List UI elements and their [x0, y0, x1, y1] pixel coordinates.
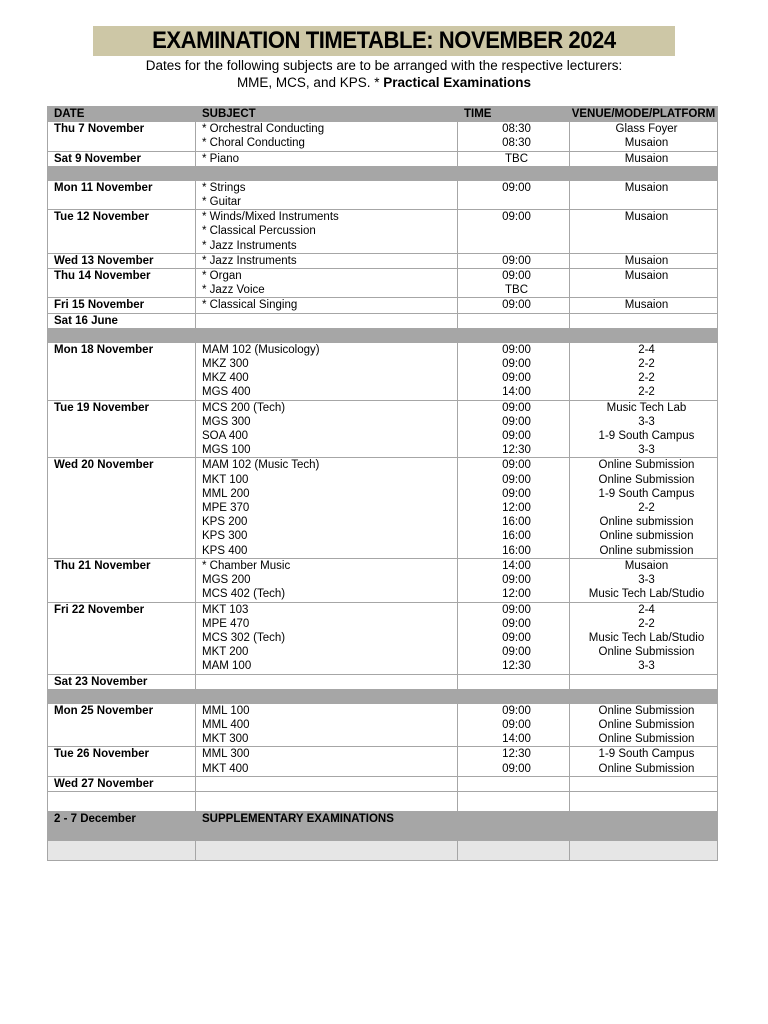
subject-cell	[196, 151, 458, 166]
venues-line: 3-3	[638, 660, 655, 673]
times-line: 09:00	[502, 430, 531, 443]
venue-cell	[570, 674, 718, 689]
date-cell: Wed 13 November	[48, 253, 196, 268]
separator-cell	[458, 689, 570, 703]
subjects-line: MKT 400	[202, 762, 249, 775]
times-line: 09:00	[502, 718, 531, 731]
subjects-line: * Strings	[202, 181, 246, 194]
subjects-line: * Piano	[202, 152, 240, 165]
date-cell: Wed 27 November	[48, 776, 196, 791]
subject-cell	[196, 342, 458, 400]
separator-cell	[196, 166, 458, 180]
table-row	[48, 313, 718, 328]
subtitle-line-2-text: MME, MCS, and KPS. *	[236, 75, 384, 90]
times-line: 09:00	[502, 211, 531, 224]
table-row	[48, 458, 718, 558]
subjects-line: MCS 200 (Tech)	[202, 401, 286, 414]
venue-cell	[570, 558, 718, 602]
footer-row	[48, 840, 718, 860]
subjects-line: MGS 100	[202, 444, 251, 457]
table-row	[48, 400, 718, 458]
subject-cell	[196, 298, 458, 313]
times-line: 09:00	[502, 631, 531, 644]
times-line: 09:00	[502, 603, 531, 616]
subjects-line: * Jazz Instruments	[202, 254, 297, 267]
venues-line: Musaion	[624, 152, 669, 165]
subjects-line: MKT 103	[202, 603, 249, 616]
table-row	[48, 298, 718, 313]
venue-cell	[570, 458, 718, 558]
footer-cell	[570, 840, 718, 860]
subject-cell	[196, 269, 458, 298]
supplementary-label: SUPPLEMENTARY EXAMINATIONS	[196, 811, 458, 840]
times-line: TBC	[505, 152, 528, 165]
supplementary-venue	[570, 811, 718, 840]
times-line: 16:00	[502, 530, 531, 543]
subjects-line: MAM 102 (Musicology)	[202, 343, 320, 356]
venues-line: 3-3	[638, 444, 655, 457]
venues-line: Online Submission	[598, 733, 695, 746]
time-cell	[458, 458, 570, 558]
venue-cell	[570, 151, 718, 166]
subjects-line: KPS 400	[202, 544, 248, 557]
time-cell	[458, 298, 570, 313]
venues-line: Musaion	[624, 211, 669, 224]
subjects-line: * Winds/Mixed Instruments	[202, 211, 339, 224]
times-line: 09:00	[502, 343, 531, 356]
subjects-line: MPE 370	[202, 502, 250, 515]
venues-line: 2-2	[638, 617, 655, 630]
subjects-line: MCS 402 (Tech)	[202, 588, 286, 601]
table-row	[48, 602, 718, 674]
subject-cell	[196, 776, 458, 791]
supplementary-date: 2 - 7 December	[48, 811, 196, 840]
subject-cell	[196, 458, 458, 558]
venue-cell	[570, 253, 718, 268]
venues-line: 2-2	[638, 358, 655, 371]
time-cell	[458, 313, 570, 328]
footer-cell	[458, 840, 570, 860]
subjects-line: * Classical Percussion	[202, 225, 316, 238]
date-cell: Wed 20 November	[48, 458, 196, 558]
subjects-line: SOA 400	[202, 430, 249, 443]
footer-cell	[48, 840, 196, 860]
date-cell: Mon 11 November	[48, 180, 196, 209]
subjects-line: MKT 200	[202, 646, 249, 659]
venues-line: Musaion	[624, 137, 669, 150]
venues-line: Online Submission	[598, 473, 695, 486]
subject-cell	[196, 180, 458, 209]
subject-cell	[196, 400, 458, 458]
header-subject: SUBJECT	[196, 107, 458, 122]
title-banner	[93, 26, 675, 56]
subjects-line: MML 200	[202, 487, 250, 500]
table-row	[48, 122, 718, 151]
times-line: 12:30	[502, 660, 531, 673]
venues-line: 2-4	[638, 603, 655, 616]
table-row	[48, 558, 718, 602]
times-line: 09:00	[502, 372, 531, 385]
venues-line: Online Submission	[598, 762, 695, 775]
venue-cell	[570, 400, 718, 458]
subjects-line: MML 100	[202, 704, 250, 717]
venues-line: Musaion	[624, 559, 669, 572]
time-cell	[458, 253, 570, 268]
venue-cell	[570, 776, 718, 791]
header-date: DATE	[48, 107, 196, 122]
subject-cell	[196, 313, 458, 328]
separator-cell	[196, 689, 458, 703]
table-row	[48, 342, 718, 400]
subtitle-line-1: Dates for the following subjects are to be arranged with the respective lecturers:	[145, 58, 623, 73]
subjects-line: MKZ 300	[202, 358, 249, 371]
subject-cell	[196, 122, 458, 151]
separator-cell	[458, 328, 570, 342]
time-cell	[458, 180, 570, 209]
venue-cell	[570, 210, 718, 254]
times-line: TBC	[505, 284, 528, 297]
venue-cell	[570, 313, 718, 328]
times-line: 09:00	[502, 473, 531, 486]
subjects-line: MAM 100	[202, 660, 252, 673]
venues-line: Glass Foyer	[615, 123, 678, 136]
venues-line: 2-2	[638, 502, 655, 515]
date-cell: Mon 18 November	[48, 342, 196, 400]
venues-line: Musaion	[624, 254, 669, 267]
venues-line: 2-2	[638, 372, 655, 385]
time-cell	[458, 703, 570, 747]
separator-cell	[48, 689, 196, 703]
table-row	[48, 180, 718, 209]
date-cell: Thu 21 November	[48, 558, 196, 602]
venues-line: Online Submission	[598, 704, 695, 717]
subjects-line: MPE 470	[202, 617, 250, 630]
venues-line: 1-9 South Campus	[598, 487, 695, 500]
separator-cell	[196, 328, 458, 342]
subjects-line: MKT 100	[202, 473, 249, 486]
blank-row	[48, 791, 718, 811]
times-line: 16:00	[502, 516, 531, 529]
separator-row	[48, 328, 718, 342]
time-cell	[458, 776, 570, 791]
times-line: 14:00	[502, 386, 531, 399]
separator-cell	[458, 166, 570, 180]
subjects-line: MML 300	[202, 748, 250, 761]
times-line: 09:00	[502, 704, 531, 717]
subjects-line: * Organ	[202, 270, 242, 283]
table-row	[48, 253, 718, 268]
time-cell	[458, 269, 570, 298]
subjects-line: KPS 300	[202, 530, 248, 543]
venues-line: Online Submission	[598, 459, 695, 472]
times-line: 08:30	[502, 137, 531, 150]
venue-cell	[570, 269, 718, 298]
times-line: 09:00	[502, 270, 531, 283]
times-line: 09:00	[502, 401, 531, 414]
venues-line: 2-2	[638, 386, 655, 399]
times-line: 09:00	[502, 487, 531, 500]
subjects-line: * Choral Conducting	[202, 137, 305, 150]
venues-line: Musaion	[624, 299, 669, 312]
subjects-line: MKZ 400	[202, 372, 249, 385]
subject-cell	[196, 674, 458, 689]
blank-cell	[570, 791, 718, 811]
subjects-line: MCS 302 (Tech)	[202, 631, 286, 644]
times-line: 09:00	[502, 574, 531, 587]
blank-cell	[196, 791, 458, 811]
times-line: 09:00	[502, 646, 531, 659]
subjects-line: MGS 200	[202, 574, 251, 587]
blank-cell	[458, 791, 570, 811]
times-line: 16:00	[502, 544, 531, 557]
times-line: 12:00	[502, 502, 531, 515]
venues-line: Music Tech Lab	[606, 401, 687, 414]
times-line: 12:30	[502, 444, 531, 457]
date-cell: Sat 9 November	[48, 151, 196, 166]
page-title: EXAMINATION TIMETABLE: NOVEMBER 2024	[152, 27, 616, 54]
time-cell	[458, 151, 570, 166]
venue-cell	[570, 703, 718, 747]
table-row	[48, 674, 718, 689]
venue-cell	[570, 180, 718, 209]
venues-line: 2-4	[638, 343, 655, 356]
venues-line: 3-3	[638, 415, 655, 428]
subjects-line: MGS 400	[202, 386, 251, 399]
footer-cell	[196, 840, 458, 860]
times-line: 09:00	[502, 415, 531, 428]
date-cell: Sat 16 June	[48, 313, 196, 328]
subjects-line: * Guitar	[202, 196, 241, 209]
date-cell: Fri 15 November	[48, 298, 196, 313]
times-line: 09:00	[502, 254, 531, 267]
separator-cell	[48, 328, 196, 342]
subject-cell	[196, 253, 458, 268]
subject-cell	[196, 747, 458, 776]
table-row	[48, 269, 718, 298]
table-row	[48, 747, 718, 776]
table-header-row	[48, 107, 718, 122]
subjects-line: * Jazz Voice	[202, 284, 265, 297]
header-time: TIME	[458, 107, 570, 122]
date-cell: Sat 23 November	[48, 674, 196, 689]
venues-line: Musaion	[624, 181, 669, 194]
venues-line: 1-9 South Campus	[598, 430, 695, 443]
time-cell	[458, 747, 570, 776]
blank-cell	[48, 791, 196, 811]
time-cell	[458, 602, 570, 674]
venues-line: Online submission	[599, 516, 694, 529]
date-cell: Tue 26 November	[48, 747, 196, 776]
venues-line: Online submission	[599, 530, 694, 543]
time-cell	[458, 122, 570, 151]
venues-line: Online Submission	[598, 646, 695, 659]
table-row	[48, 210, 718, 254]
table-body	[48, 122, 718, 861]
date-cell: Tue 12 November	[48, 210, 196, 254]
venues-line: Music Tech Lab/Studio	[588, 588, 705, 601]
venue-cell	[570, 602, 718, 674]
times-line: 12:30	[502, 748, 531, 761]
table-row	[48, 776, 718, 791]
date-cell: Tue 19 November	[48, 400, 196, 458]
venue-cell	[570, 342, 718, 400]
times-line: 14:00	[502, 733, 531, 746]
times-line: 09:00	[502, 299, 531, 312]
practical-note: Practical Examinations	[383, 75, 532, 90]
times-line: 12:00	[502, 588, 531, 601]
subjects-line: * Classical Singing	[202, 299, 298, 312]
venues-line: 3-3	[638, 574, 655, 587]
time-cell	[458, 210, 570, 254]
venue-cell	[570, 747, 718, 776]
separator-cell	[48, 166, 196, 180]
venue-cell	[570, 122, 718, 151]
subjects-line: * Chamber Music	[202, 559, 291, 572]
exam-timetable	[47, 106, 718, 861]
subjects-line: MAM 102 (Music Tech)	[202, 459, 320, 472]
separator-cell	[570, 166, 718, 180]
times-line: 09:00	[502, 358, 531, 371]
subjects-line: * Jazz Instruments	[202, 239, 297, 252]
header-venue: VENUE/MODE/PLATFORM	[570, 107, 718, 122]
subjects-line: MML 400	[202, 718, 250, 731]
venues-line: Online submission	[599, 544, 694, 557]
venues-line: Musaion	[624, 270, 669, 283]
times-line: 14:00	[502, 559, 531, 572]
times-line: 09:00	[502, 762, 531, 775]
separator-cell	[570, 689, 718, 703]
times-line: 09:00	[502, 459, 531, 472]
venue-cell	[570, 298, 718, 313]
supplementary-time	[458, 811, 570, 840]
date-cell: Thu 14 November	[48, 269, 196, 298]
subject-cell	[196, 602, 458, 674]
subject-cell	[196, 558, 458, 602]
venues-line: Music Tech Lab/Studio	[588, 631, 705, 644]
times-line: 09:00	[502, 617, 531, 630]
time-cell	[458, 400, 570, 458]
table-row	[48, 703, 718, 747]
venues-line: Online Submission	[598, 718, 695, 731]
separator-row	[48, 166, 718, 180]
time-cell	[458, 674, 570, 689]
time-cell	[458, 342, 570, 400]
separator-row	[48, 689, 718, 703]
subjects-line: * Orchestral Conducting	[202, 123, 325, 136]
supplementary-row	[48, 811, 718, 840]
subtitle-line-2	[0, 74, 768, 91]
separator-cell	[570, 328, 718, 342]
times-line: 09:00	[502, 181, 531, 194]
venues-line: 1-9 South Campus	[598, 748, 695, 761]
subjects-line: MKT 300	[202, 733, 249, 746]
date-cell: Thu 7 November	[48, 122, 196, 151]
date-cell: Mon 25 November	[48, 703, 196, 747]
time-cell	[458, 558, 570, 602]
subject-cell	[196, 210, 458, 254]
subjects-line: MGS 300	[202, 415, 251, 428]
subject-cell	[196, 703, 458, 747]
times-line: 08:30	[502, 123, 531, 136]
table-row	[48, 151, 718, 166]
subjects-line: KPS 200	[202, 516, 248, 529]
date-cell: Fri 22 November	[48, 602, 196, 674]
